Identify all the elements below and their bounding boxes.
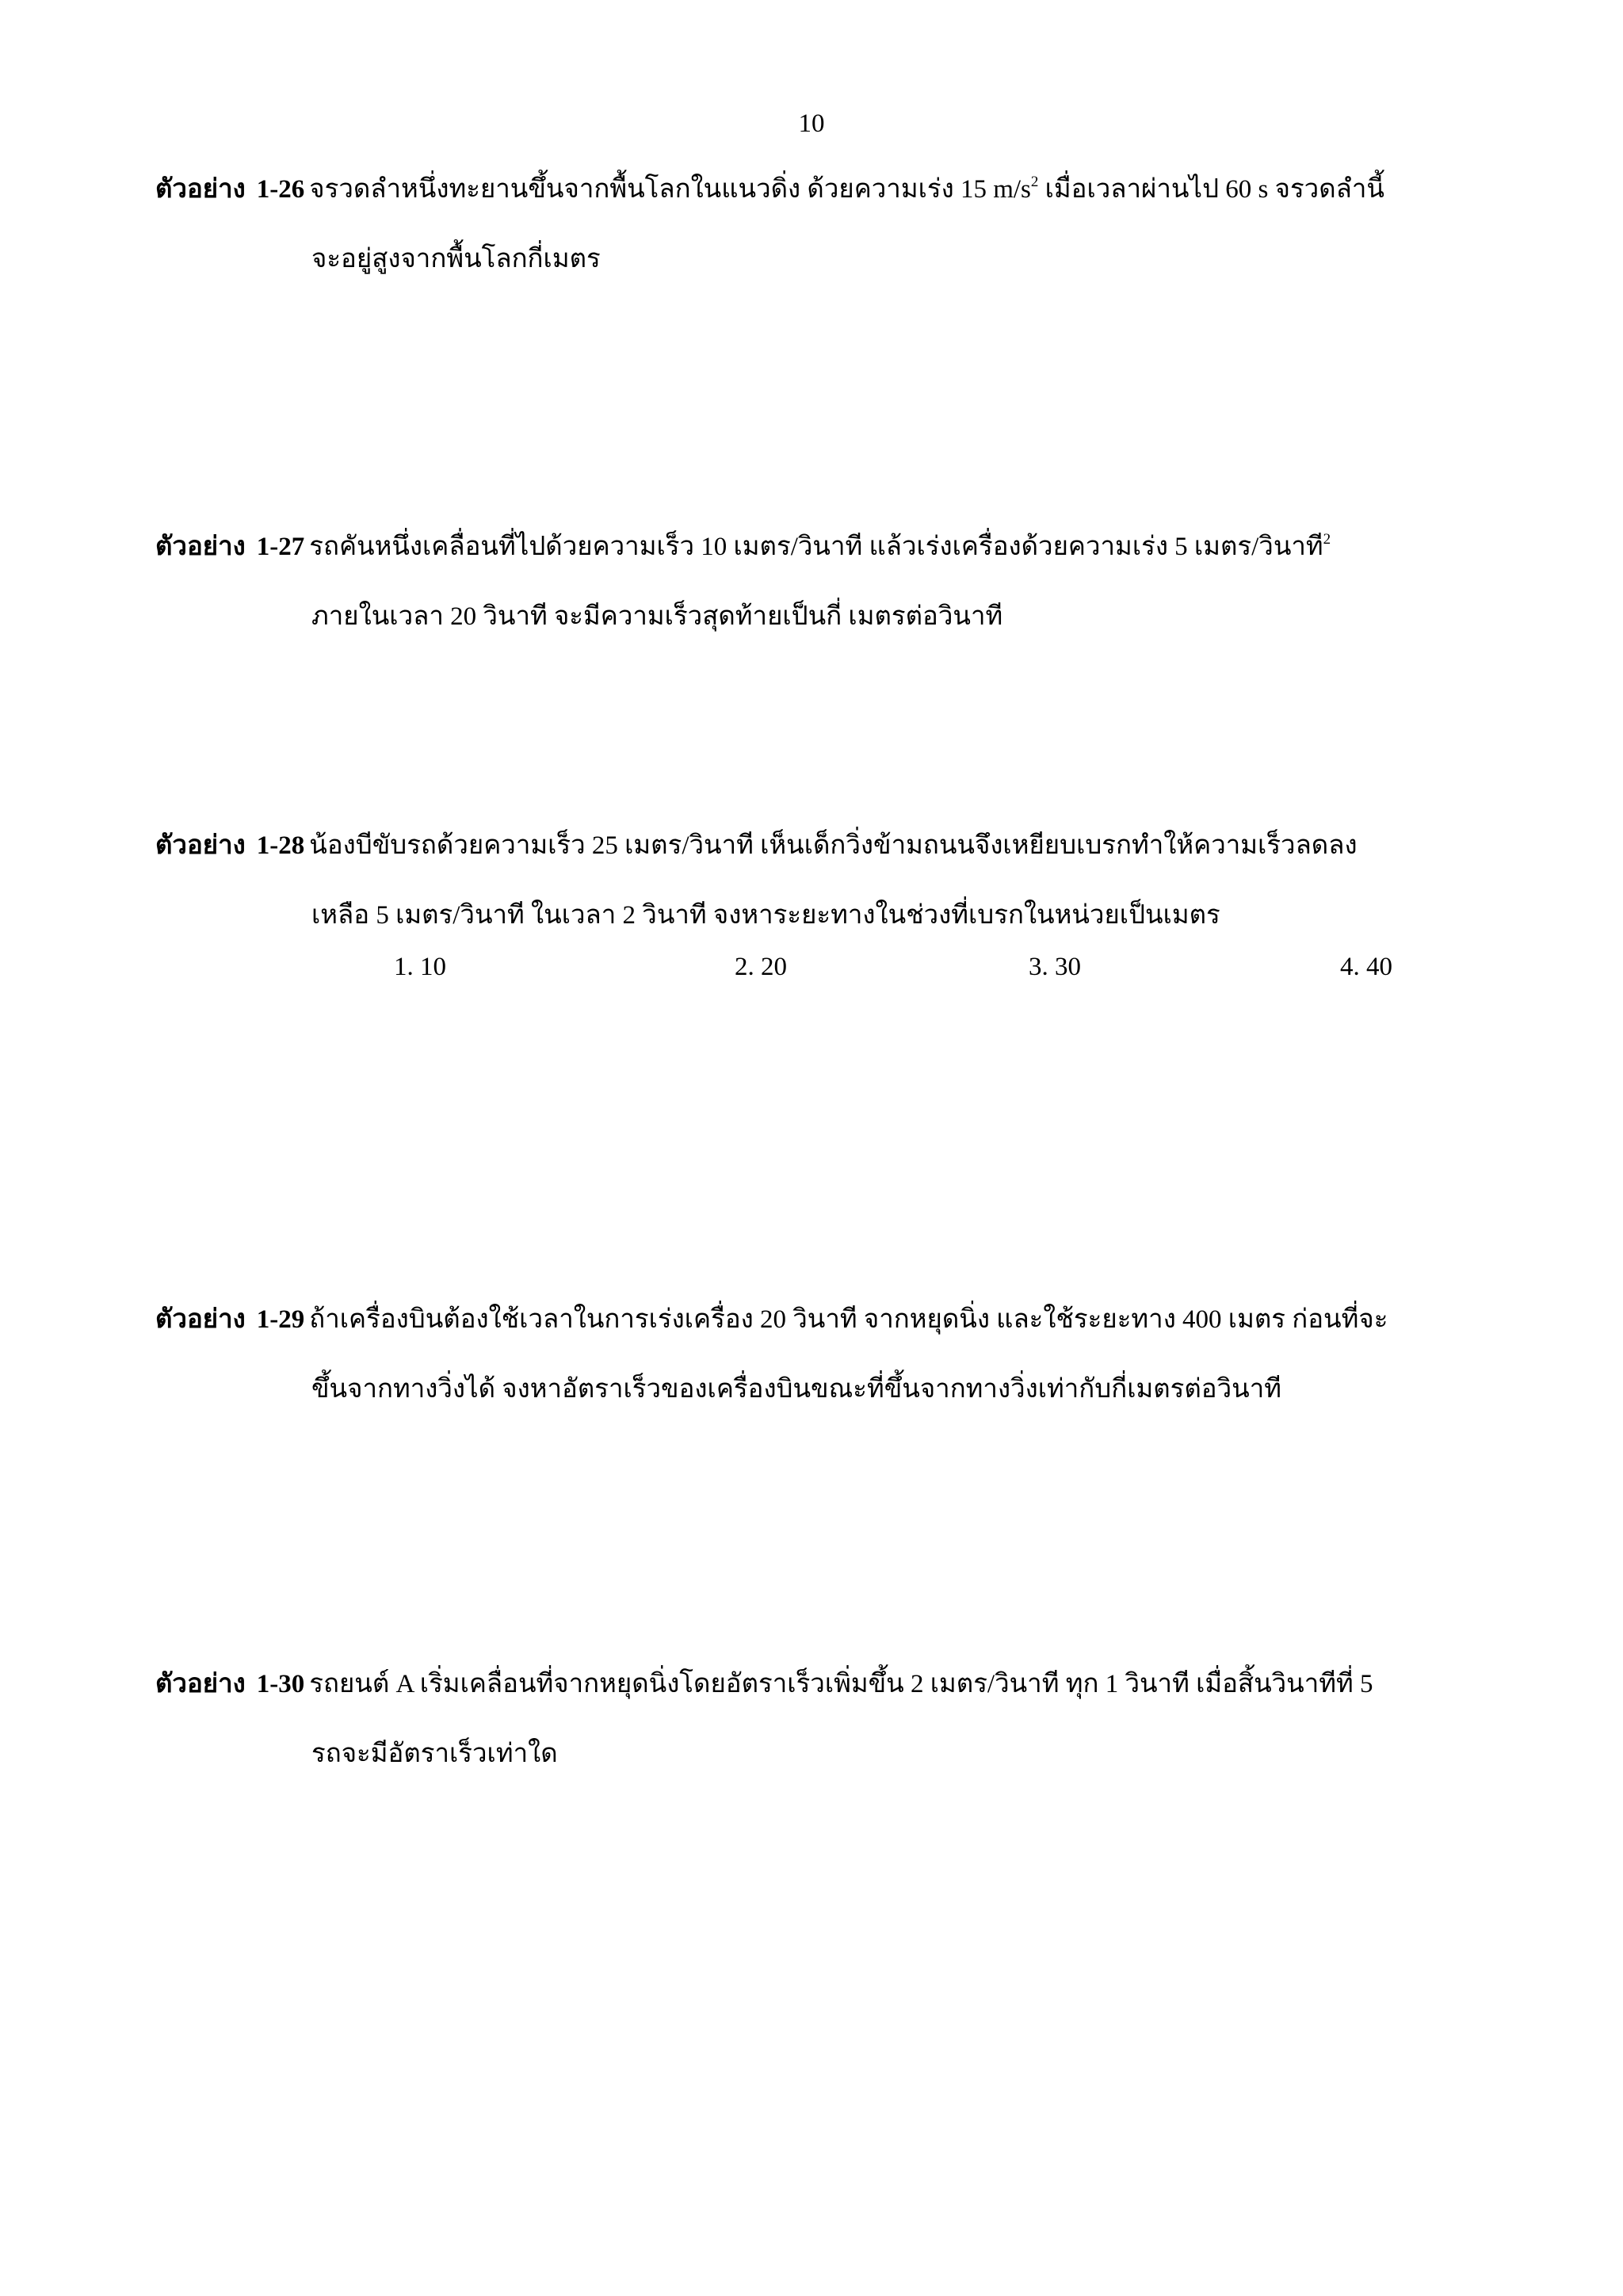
example-line2: ภายในเวลา 20 วินาที จะมีความเร็วสุดท้ายเป็นกี่ เมตรต่อวินาที xyxy=(311,602,1003,631)
example-line1 xyxy=(155,1649,1479,1719)
choice-1: 1. 10 xyxy=(394,953,446,981)
example-1-26 xyxy=(155,155,1479,294)
choice-2: 2. 20 xyxy=(735,953,787,981)
example-text-cont: เมื่อเวลาผ่านไป 60 s จรวดลำนี้ xyxy=(1038,175,1384,204)
superscript: 2 xyxy=(1030,174,1039,190)
example-text: รถยนต์ A เริ่มเคลื่อนที่จากหยุดนิ่งโดยอัตราเร็วเพิ่มขึ้น 2 เมตร/วินาที ทุก 1 วินาที เมื่อสิ้นวินาทีที่ 5 xyxy=(309,1670,1373,1698)
example-number: 1-29 xyxy=(256,1305,305,1334)
example-number: 1-26 xyxy=(256,175,305,204)
page-number: 10 xyxy=(798,109,825,138)
example-number: 1-28 xyxy=(256,831,305,860)
choice-4: 4. 40 xyxy=(1340,953,1392,981)
example-line2: รถจะมีอัตราเร็วเท่าใด xyxy=(311,1740,558,1768)
example-number: 1-30 xyxy=(256,1670,305,1698)
answer-choices xyxy=(0,935,1623,999)
example-text: จรวดลำหนึ่งทะยานขึ้นจากพื้นโลกในแนวดิ่ง ด้วยความเร่ง 15 m/s xyxy=(309,175,1031,204)
example-line2: เหลือ 5 เมตร/วินาที ในเวลา 2 วินาที จงหาระยะทางในช่วงที่เบรกในหน่วยเป็นเมตร xyxy=(311,901,1220,930)
choice-3: 3. 30 xyxy=(1029,953,1081,981)
example-1-29 xyxy=(155,1285,1479,1424)
example-line1 xyxy=(155,512,1479,582)
example-line1 xyxy=(155,155,1479,224)
example-line2: ขึ้นจากทางวิ่งได้ จงหาอัตราเร็วของเครื่องบินขณะที่ขึ้นจากทางวิ่งเท่ากับกี่เมตรต่อวินาที xyxy=(311,1375,1281,1404)
example-label: ตัวอย่าง xyxy=(155,1305,246,1334)
example-1-28 xyxy=(155,811,1479,950)
example-text: รถคันหนึ่งเคลื่อนที่ไปด้วยความเร็ว 10 เมตร/วินาที แล้วเร่งเครื่องด้วยความเร่ง 5 เมตร/วินาที xyxy=(309,533,1323,561)
example-label: ตัวอย่าง xyxy=(155,831,246,860)
example-label: ตัวอย่าง xyxy=(155,175,246,204)
example-1-30 xyxy=(155,1649,1479,1789)
example-label: ตัวอย่าง xyxy=(155,1670,246,1698)
example-text: ถ้าเครื่องบินต้องใช้เวลาในการเร่งเครื่อง 20 วินาที จากหยุดนิ่ง และใช้ระยะทาง 400 เมตร ก่อนที่จะ xyxy=(309,1305,1388,1334)
example-line1 xyxy=(155,1285,1479,1354)
superscript: 2 xyxy=(1323,531,1331,548)
example-number: 1-27 xyxy=(256,533,305,561)
example-label: ตัวอย่าง xyxy=(155,533,246,561)
example-text: น้องบีขับรถด้วยความเร็ว 25 เมตร/วินาที เห็นเด็กวิ่งข้ามถนนจึงเหยียบเบรกทำให้ความเร็วลดลง xyxy=(309,831,1358,860)
example-line1 xyxy=(155,811,1479,881)
example-1-27 xyxy=(155,512,1479,651)
example-line2: จะอยู่สูงจากพื้นโลกกี่เมตร xyxy=(311,245,601,273)
